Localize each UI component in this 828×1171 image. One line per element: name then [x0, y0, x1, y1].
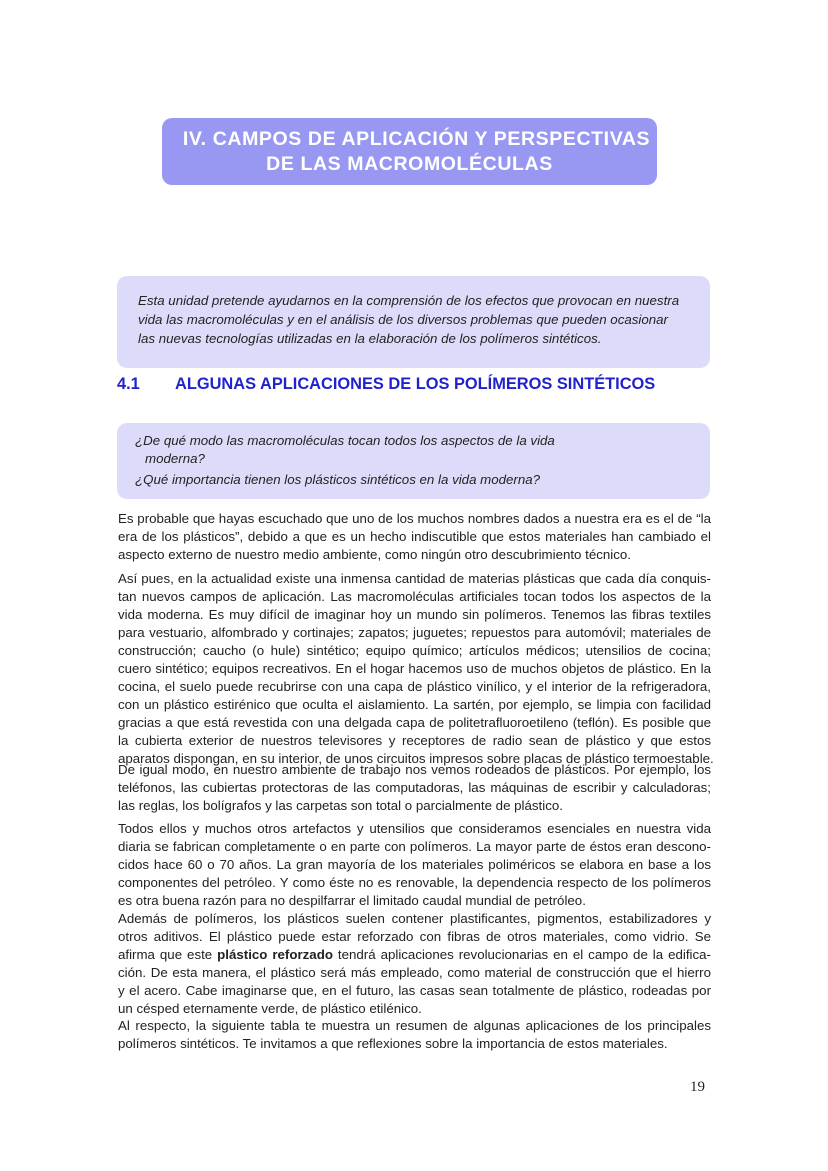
text-line: Es probable que hayas escuchado que uno de los muchos nombres dados a nuestra era es el de “la	[118, 511, 711, 526]
text-line: las reglas, los bolígrafos y las carpetas son total o parcialmente de plástico.	[118, 798, 563, 813]
text-line: ción. De esta manera, el plástico será más empleado, como material de construcción que el hierro	[118, 965, 711, 980]
intro-line: Esta unidad pretende ayudarnos en la comprensión de los efectos que provocan en nuestra	[138, 293, 680, 308]
text-line: un césped eternamente verde, de plástico etilénico.	[118, 1001, 422, 1016]
chapter-title-box	[162, 118, 657, 185]
unit-intro-box	[117, 276, 710, 368]
text-line: construcción; caucho (o hule) sintético; equipo químico; artículos médicos; utensilios de cocina;	[118, 643, 711, 658]
text-line: Al respecto, la siguiente tabla te muestra un resumen de algunas aplicaciones de los principales	[118, 1018, 711, 1033]
text-line-with-emphasis	[118, 946, 711, 964]
paragraph-6	[118, 1017, 711, 1053]
section-title: ALGUNAS APLICACIONES DE LOS POLÍMEROS SINTÉTICOS	[175, 375, 656, 393]
text-line: y el acero. Cabe imaginarse que, en el futuro, las casas sean totalmente de plástico, rodeadas por	[118, 983, 711, 998]
text-line: para vestuario, alfombrado y cortinajes; zapatos; juguetes; repuestos para automóvil; materiales de	[118, 625, 711, 640]
text-line: gracias a que está revestida con una delgada capa de politetrafluoroetileno (teflón). Es posible que	[118, 715, 711, 730]
page-number: 19	[690, 1079, 705, 1095]
question-1-continued: moderna?	[145, 451, 205, 466]
text-line: vida moderna. Es muy difícil de imaginar hoy un mundo sin polímeros. Tenemos las fibras textiles	[118, 607, 711, 622]
paragraph-1	[118, 510, 711, 564]
bold-term-plastico-reforzado: plástico reforzado	[217, 947, 333, 962]
text-line: Todos ellos y muchos otros artefactos y utensilios que consideramos esenciales en nuestra vida	[118, 821, 711, 836]
text-line: cuero sintético; equipos recreativos. En el hogar hacemos uso de muchos objetos de plástico. En la	[118, 661, 711, 676]
paragraph-4	[118, 820, 711, 910]
text-line: la cubierta exterior de nuestros televisores y receptores de radio sean de plástico y que estos	[118, 733, 711, 748]
intro-line: las nuevas tecnologías utilizadas en la elaboración de los polímeros sintéticos.	[138, 331, 602, 346]
chapter-title-line-2: DE LAS MACROMOLÉCULAS	[266, 152, 553, 175]
text-line: polímeros sintéticos. Te invitamos a que reflexiones sobre la importancia de estos materiales.	[118, 1036, 668, 1051]
text-line: es otra buena razón para no despilfarrar el limitado caudal mundial de petróleo.	[118, 893, 586, 908]
text-line: componentes del petróleo. Y como éste no es renovable, la dependencia respecto de los polímeros	[118, 875, 711, 890]
text-line: otros aditivos. El plástico puede estar reforzado con fibras de otros materiales, como vidrio. Se	[118, 929, 711, 944]
text-line: era de los plásticos”, debido a que es un hecho indiscutible que estos materiales han cambiado el	[118, 529, 711, 544]
text-line: aparatos dispongan, en su interior, de unos circuitos impresos sobre placas de plástico termoestable.	[118, 751, 714, 766]
text-line: cocina, el suelo puede recubrirse con una capa de plástico vinílico, y el interior de la refrigeradora,	[118, 679, 711, 694]
guiding-questions-box	[117, 423, 710, 499]
text-line: diaria se fabrican completamente o en parte con polímeros. La mayor parte de éstos eran descono-	[118, 839, 711, 854]
paragraph-5	[118, 910, 711, 1018]
text-line: Así pues, en la actualidad existe una inmensa cantidad de materias plásticas que cada día conquis-	[118, 571, 711, 586]
section-number: 4.1	[117, 375, 140, 393]
text-line: Además de polímeros, los plásticos suelen contener plastificantes, pigmentos, estabilizadores y	[118, 911, 711, 926]
text-line: tan nuevos campos de aplicación. Las macromoléculas artificiales tocan todos los aspectos de la	[118, 589, 711, 604]
question-2: ¿Qué importancia tienen los plásticos sintéticos en la vida moderna?	[135, 472, 541, 487]
text-line: De igual modo, en nuestro ambiente de trabajo nos vemos rodeados de plásticos. Por ejemplo, los	[118, 762, 711, 777]
intro-line: vida las macromoléculas y en el análisis de los diversos problemas que pueden ocasionar	[138, 312, 668, 327]
text-line: cidos hace 60 o 70 años. La gran mayoría de los materiales poliméricos se elabora en base a los	[118, 857, 711, 872]
text-segment: tendrá aplicaciones revolucionarias en el campo de la edifica-	[332, 947, 711, 962]
chapter-title-line-1: IV. CAMPOS DE APLICACIÓN Y PERSPECTIVAS	[182, 127, 651, 150]
text-line: con un plástico estirénico que oculta el aislamiento. La sartén, por ejemplo, se limpia con facilidad	[118, 697, 711, 712]
text-segment: afirma que este	[118, 947, 218, 962]
question-1: ¿De qué modo las macromoléculas tocan todos los aspectos de la vida	[135, 433, 555, 448]
section-heading	[117, 375, 717, 394]
paragraph-2	[118, 570, 714, 768]
text-line: aspecto externo de nuestro medio ambiente, como ningún otro descubrimiento técnico.	[118, 547, 631, 562]
paragraph-3	[118, 761, 711, 815]
text-line: teléfonos, las cubiertas protectoras de las computadoras, las máquinas de escribir y calculadoras;	[118, 780, 711, 795]
